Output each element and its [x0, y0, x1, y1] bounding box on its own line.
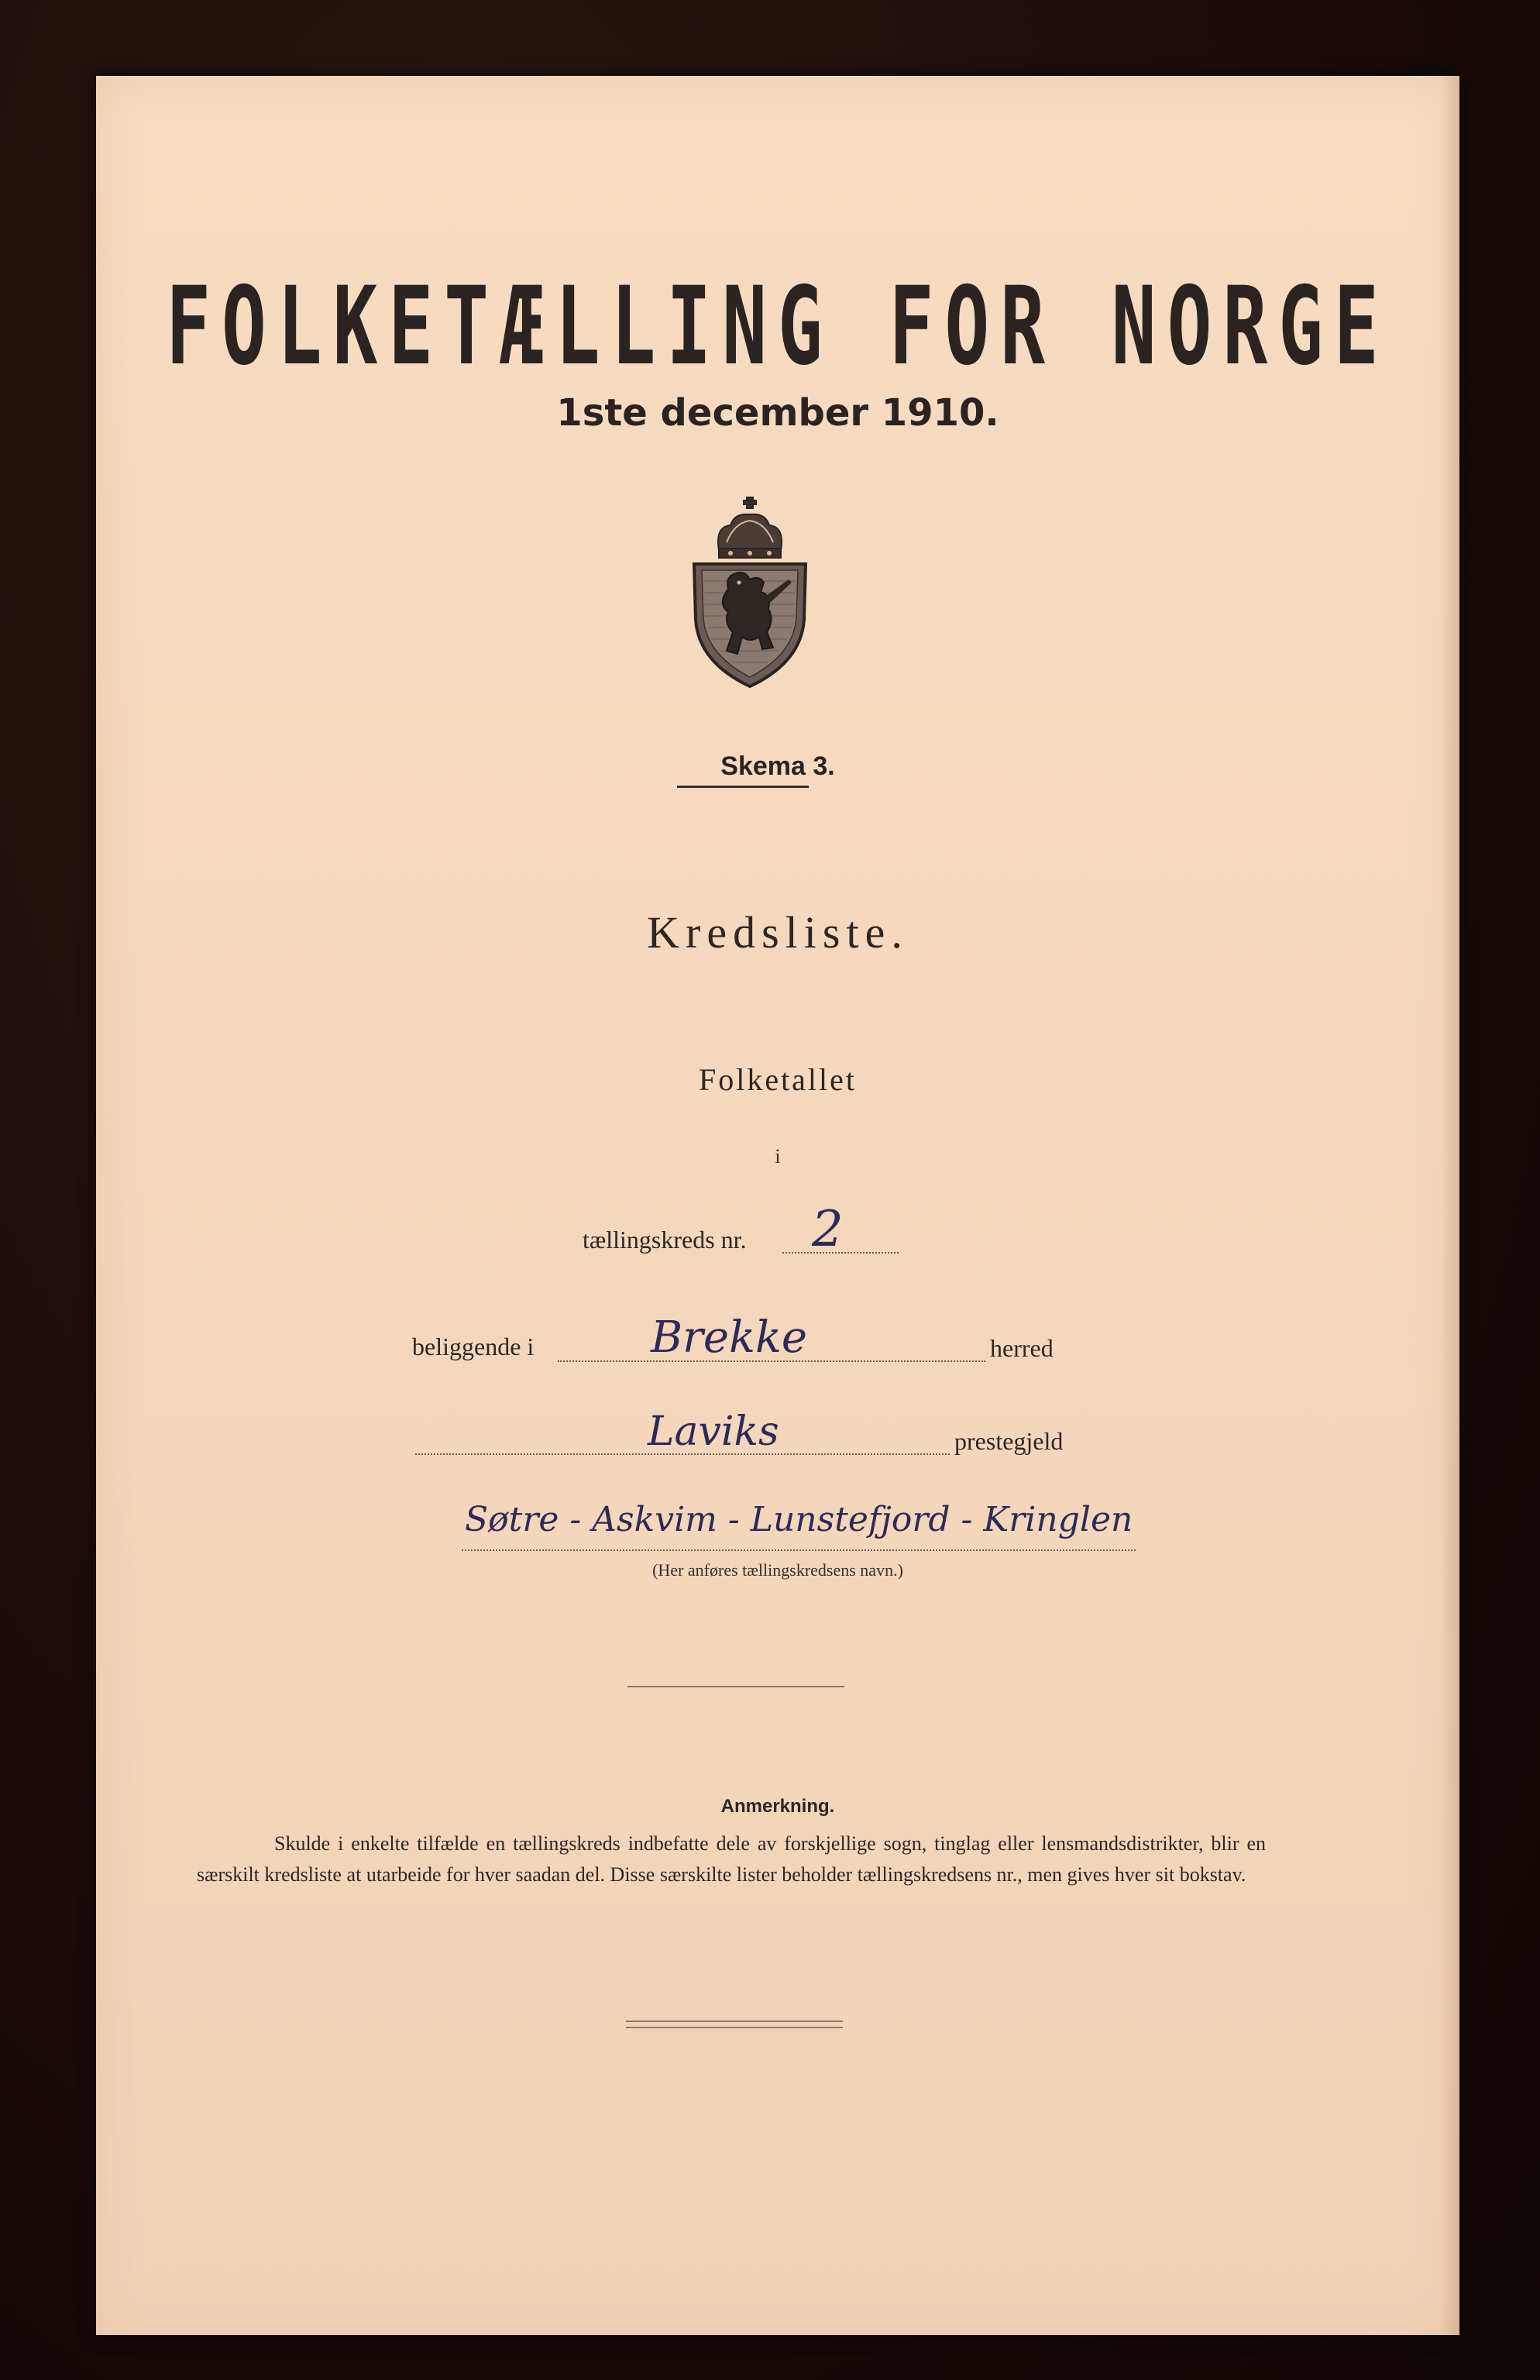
- coat-of-arms-icon: [688, 496, 812, 690]
- schema-label: Skema 3.: [720, 751, 835, 781]
- kreds-name-note: (Her anføres tællingskredsens navn.): [652, 1560, 903, 1580]
- schema-underline: [677, 786, 809, 788]
- herred-value: Brekke: [651, 1312, 808, 1363]
- kreds-name-value: Søtre - Askvim - Lunstefjord - Kringlen: [465, 1500, 1133, 1539]
- kreds-number-label: tællingskreds nr.: [583, 1226, 747, 1254]
- prestegjeld-label: prestegjeld: [954, 1427, 1064, 1455]
- anmerkning-body: Skulde i enkelte tilfælde en tællingskreds indbefatte dele av forskjellige sogn, tinglag eller lensmandsdistrikter, blir en særskilt kredsliste at utarbeide for hver saadan del. Disse særskilte lister beholder tællingskredsens nr., men gives hver sit bokstav.: [197, 1832, 1266, 1886]
- i-connector: i: [775, 1145, 781, 1168]
- kreds-number-value: 2: [812, 1201, 844, 1258]
- section-divider: [627, 1686, 844, 1687]
- beliggende-label: beliggende i: [412, 1333, 535, 1360]
- census-date: 1ste december 1910.: [556, 391, 999, 435]
- form-title: FOLKETÆLLING FOR NORGE: [166, 263, 1390, 390]
- bottom-rule-bottom: [626, 2027, 843, 2028]
- anmerkning-title: Anmerkning.: [720, 1796, 835, 1817]
- folketallet-label: Folketallet: [698, 1062, 858, 1097]
- anmerkning-text: [197, 1828, 1266, 1890]
- kreds-name-line: [462, 1549, 1136, 1551]
- herred-label: herred: [990, 1334, 1054, 1362]
- bottom-rule-top: [626, 2021, 843, 2022]
- document-heading: Kredsliste.: [647, 907, 909, 958]
- prestegjeld-value: Laviks: [648, 1408, 779, 1455]
